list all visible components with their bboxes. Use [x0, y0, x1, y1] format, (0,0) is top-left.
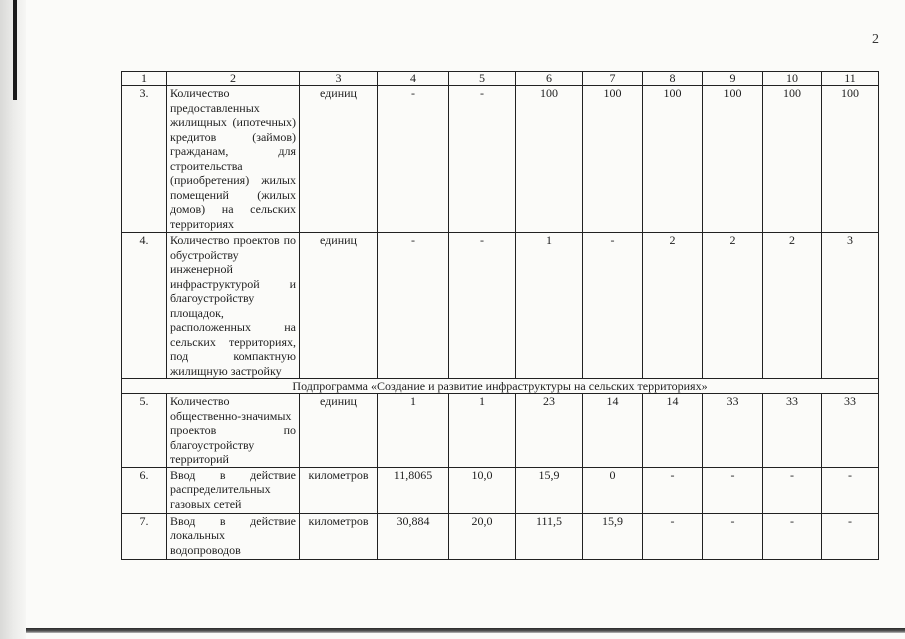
- unit-cell: единиц: [300, 86, 378, 233]
- indicator-name: Количество предоставленных жилищных (ипотечных) кредитов (займов) гражданам, для строительства (приобретения) жилых помещений (жилых домов) на сельских территориях: [167, 86, 300, 233]
- unit-cell: единиц: [300, 233, 378, 379]
- value-cell: 14: [583, 394, 643, 468]
- value-cell: 33: [763, 394, 822, 468]
- indicator-name: Количество проектов по обустройству инженерной инфраструктурой и благоустройству площадок, расположенных на сельских территориях, под компактную жилищную застройку: [167, 233, 300, 379]
- value-cell: 100: [643, 86, 703, 233]
- value-cell: 100: [583, 86, 643, 233]
- column-numbers-row: [122, 72, 879, 86]
- column-number: 10: [763, 72, 822, 86]
- unit-cell: километров: [300, 513, 378, 559]
- value-cell: 10,0: [449, 467, 516, 513]
- value-cell: 11,8065: [378, 467, 449, 513]
- row-number: 4.: [122, 233, 167, 379]
- indicators-table: [121, 71, 879, 560]
- value-cell: 2: [763, 233, 822, 379]
- value-cell: 33: [703, 394, 763, 468]
- value-cell: -: [763, 467, 822, 513]
- row-number: 3.: [122, 86, 167, 233]
- value-cell: -: [703, 467, 763, 513]
- row-number: 5.: [122, 394, 167, 468]
- column-number: 2: [167, 72, 300, 86]
- value-cell: -: [583, 233, 643, 379]
- value-cell: 15,9: [516, 467, 583, 513]
- value-cell: -: [643, 467, 703, 513]
- column-number: 8: [643, 72, 703, 86]
- column-number: 9: [703, 72, 763, 86]
- value-cell: -: [822, 467, 879, 513]
- value-cell: 1: [516, 233, 583, 379]
- page-number: 2: [872, 32, 879, 47]
- column-number: 11: [822, 72, 879, 86]
- value-cell: 100: [763, 86, 822, 233]
- value-cell: -: [643, 513, 703, 559]
- value-cell: -: [822, 513, 879, 559]
- value-cell: 0: [583, 467, 643, 513]
- unit-cell: единиц: [300, 394, 378, 468]
- table-row: [122, 233, 879, 379]
- column-number: 7: [583, 72, 643, 86]
- column-number: 6: [516, 72, 583, 86]
- subprogram-title: Подпрограмма «Создание и развитие инфраструктуры на сельских территориях»: [122, 379, 879, 394]
- row-number: 7.: [122, 513, 167, 559]
- table-row: [122, 467, 879, 513]
- indicator-name: Количество общественно-значимых проектов по благоустройству территорий: [167, 394, 300, 468]
- value-cell: -: [378, 86, 449, 233]
- value-cell: 1: [378, 394, 449, 468]
- subprogram-row: [122, 379, 879, 394]
- value-cell: 14: [643, 394, 703, 468]
- value-cell: 20,0: [449, 513, 516, 559]
- row-number: 6.: [122, 467, 167, 513]
- value-cell: -: [763, 513, 822, 559]
- value-cell: 100: [516, 86, 583, 233]
- indicator-name: Ввод в действие локальных водопроводов: [167, 513, 300, 559]
- scan-left-mark: [13, 0, 17, 100]
- value-cell: 1: [449, 394, 516, 468]
- column-number: 1: [122, 72, 167, 86]
- indicator-name: Ввод в действие распределительных газовых сетей: [167, 467, 300, 513]
- value-cell: -: [703, 513, 763, 559]
- value-cell: 15,9: [583, 513, 643, 559]
- value-cell: 23: [516, 394, 583, 468]
- table-row: [122, 513, 879, 559]
- value-cell: 100: [822, 86, 879, 233]
- column-number: 4: [378, 72, 449, 86]
- value-cell: 30,884: [378, 513, 449, 559]
- unit-cell: километров: [300, 467, 378, 513]
- scan-bottom-edge: [26, 628, 905, 633]
- value-cell: -: [449, 86, 516, 233]
- table-row: [122, 86, 879, 233]
- column-number: 5: [449, 72, 516, 86]
- value-cell: -: [449, 233, 516, 379]
- value-cell: 3: [822, 233, 879, 379]
- value-cell: 111,5: [516, 513, 583, 559]
- value-cell: 33: [822, 394, 879, 468]
- table-row: [122, 394, 879, 468]
- value-cell: 100: [703, 86, 763, 233]
- value-cell: 2: [643, 233, 703, 379]
- value-cell: 2: [703, 233, 763, 379]
- value-cell: -: [378, 233, 449, 379]
- column-number: 3: [300, 72, 378, 86]
